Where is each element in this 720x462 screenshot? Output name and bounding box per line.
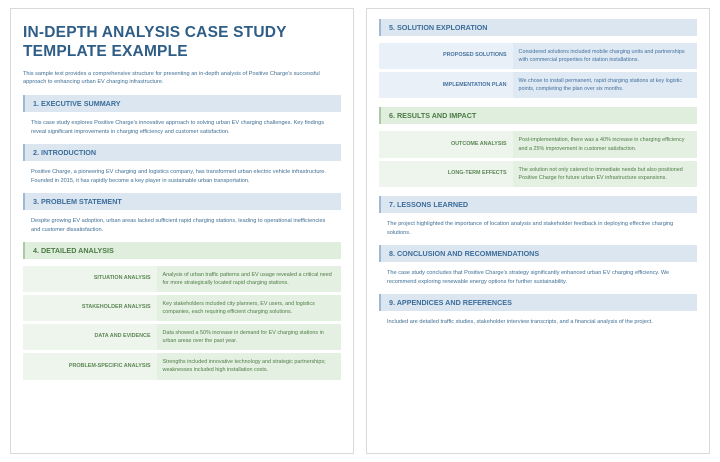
section-body-introduction: Positive Charge, a pioneering EV charging and logistics company, has transformed urban electric vehicle infrastructure. Founded in 2015, it has rapidly become a key player in sustainable urban transportation.	[31, 168, 326, 184]
row-text-proposed-solutions: Considered solutions included mobile charging units and partnerships with commercial properties for station installations.	[513, 43, 697, 69]
section-header-lessons-learned: 7. LESSONS LEARNED	[379, 196, 697, 213]
row-text-outcome-analysis: Post-implementation, there was a 40% increase in charging efficiency and a 25% improvement in customer satisfaction.	[513, 131, 697, 157]
row-label-long-term-effects: LONG-TERM EFFECTS	[379, 161, 513, 187]
row-text-implementation-plan: We chose to install permanent, rapid charging stations at key logistic points, completing the plan over six months.	[513, 72, 697, 98]
row-text-stakeholder-analysis: Key stakeholders included city planners, EV users, and logistics companies, each requiring efficient charging solutions.	[157, 295, 341, 321]
row-label-proposed-solutions: PROPOSED SOLUTIONS	[379, 43, 513, 69]
section-body-appendices-and-references: Included are detailed traffic studies, stakeholder interview transcripts, and a financial analysis of the project.	[387, 318, 653, 325]
table-row	[379, 161, 697, 187]
row-text-long-term-effects: The solution not only catered to immediate needs but also positioned Positive Charge for future urban EV infrastructure expansions.	[513, 161, 697, 187]
row-text-problem-specific-analysis: Strengths included innovative technology and strategic partnerships; weaknesses included high installation costs.	[157, 353, 341, 379]
section-header-detailed-analysis: 4. DETAILED ANALYSIS	[23, 242, 341, 259]
row-text-data-and-evidence: Data showed a 50% increase in demand for EV charging stations in urban areas over the past year.	[157, 324, 341, 350]
section-body-problem-statement: Despite growing EV adoption, urban areas lacked sufficient rapid charging stations, leading to operational inefficiencies and customer dissatisfaction.	[31, 217, 326, 233]
document-intro: This sample text provides a comprehensive structure for presenting an in-depth analysis of Positive Charge's successful approach to enhancing urban EV charging infrastructure.	[23, 70, 320, 86]
section-header-problem-statement: 3. PROBLEM STATEMENT	[23, 193, 341, 210]
row-label-problem-specific-analysis: PROBLEM-SPECIFIC ANALYSIS	[23, 353, 157, 379]
row-text-situation-analysis: Analysis of urban traffic patterns and EV usage revealed a critical need for more strategically located rapid charging stations.	[157, 266, 341, 292]
table-row	[379, 43, 697, 69]
page-left	[10, 8, 354, 454]
page-title: IN-DEPTH ANALYSIS CASE STUDY TEMPLATE EXAMPLE	[23, 24, 287, 61]
row-label-data-and-evidence: DATA AND EVIDENCE	[23, 324, 157, 350]
table-row	[379, 131, 697, 157]
table-row	[23, 295, 341, 321]
row-label-stakeholder-analysis: STAKEHOLDER ANALYSIS	[23, 295, 157, 321]
row-label-situation-analysis: SITUATION ANALYSIS	[23, 266, 157, 292]
section-body-lessons-learned: The project highlighted the importance of location analysis and stakeholder feedback in deploying effective charging solutions.	[387, 220, 674, 236]
page-right	[366, 8, 710, 454]
section-header-executive-summary: 1. EXECUTIVE SUMMARY	[23, 95, 341, 112]
section-header-results-and-impact: 6. RESULTS AND IMPACT	[379, 107, 697, 124]
section-body-executive-summary: This case study explores Positive Charge's innovative approach to solving urban EV charging challenges. Key findings reveal significant improvements in charging efficiency and customer satisfaction.	[31, 120, 325, 135]
section-header-conclusion-and-recommendations: 8. CONCLUSION AND RECOMMENDATIONS	[379, 245, 697, 262]
row-label-implementation-plan: IMPLEMENTATION PLAN	[379, 72, 513, 98]
row-label-outcome-analysis: OUTCOME ANALYSIS	[379, 131, 513, 157]
table-row	[23, 353, 341, 379]
section-header-appendices-and-references: 9. APPENDICES AND REFERENCES	[379, 294, 697, 311]
section-header-introduction: 2. INTRODUCTION	[23, 144, 341, 161]
section-header-solution-exploration: 5. SOLUTION EXPLORATION	[379, 19, 697, 36]
section-body-conclusion-and-recommendations: The case study concludes that Positive Charge's strategy significantly enhanced urban EV charging efficiency. We recommend exploring renewable energy options for further sustainability.	[387, 269, 670, 285]
table-row	[23, 266, 341, 292]
table-row	[23, 324, 341, 350]
table-row	[379, 72, 697, 98]
